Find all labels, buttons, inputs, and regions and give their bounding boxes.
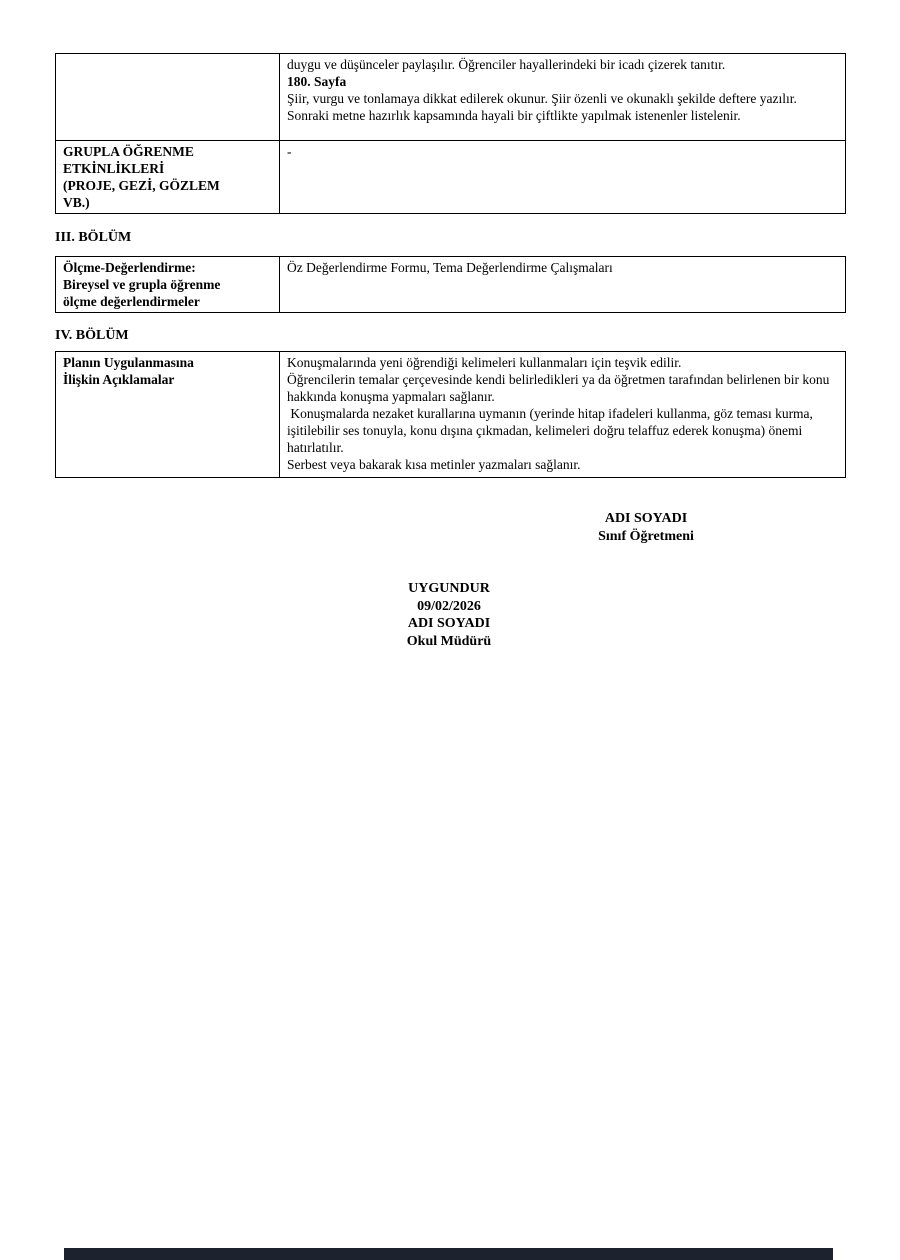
implementation-paragraph: Konuşmalarda nezaket kurallarına uymanın (yerinde hitap ifadeleri kullanma, göz teması kurma, işitilebilir ses tonuyla, konu dışına çıkmadan, kelimeleri doğru telaffuz ederek konuşma) önemi hatırlatılır. [287,406,817,455]
implementation-paragraph: Konuşmalarında yeni öğrendiği kelimeleri kullanmaları için teşvik edilir. [287,355,682,370]
principal-name: ADI SOYADI [407,616,491,631]
label-line: Ölçme-Değerlendirme: [63,260,196,275]
table-row [56,141,846,214]
bottom-dark-bar [64,1248,833,1260]
implementation-table [55,351,846,478]
activities-paragraph: duygu ve düşünceler paylaşılır. Öğrenciler hayallerindeki bir icadı çizerek tanıtır. [287,57,726,72]
table-row [56,352,846,478]
label-line: (PROJE, GEZİ, GÖZLEM [63,178,220,193]
assessment-value: Öz Değerlendirme Formu, Tema Değerlendirme Çalışmaları [287,260,613,275]
section-four-heading: IV. BÖLÜM [55,328,129,343]
activities-paragraph: Şiir, vurgu ve tonlamaya dikkat edilerek okunur. Şiir özenli ve okunaklı şekilde deftere yazılır. Sonraki metne hazırlık kapsamında hayali bir çiftlikte yapılmak istenenler listelenir. [287,91,801,123]
implementation-paragraph: Öğrencilerin temalar çerçevesinde kendi belirledikleri ya da öğretmen tarafından belirlenen bir konu hakkında konuşma yapmaları sağlanır. [287,372,833,404]
approval-status: UYGUNDUR [408,581,490,596]
approval-signature-block [344,580,554,650]
teacher-name: ADI SOYADI [604,511,688,526]
group-learning-label-cell [56,141,280,214]
assessment-label-cell [56,257,280,313]
table-row [56,54,846,141]
page-reference: 180. Sayfa [287,74,347,89]
teacher-title: Sınıf Öğretmeni [598,528,694,544]
implementation-value-cell [280,352,846,478]
table-row [56,257,846,313]
activities-table [55,53,846,214]
activities-continuation-cell [280,54,846,141]
label-line: Bireysel ve grupla öğrenme [63,277,221,292]
label-line: GRUPLA ÖĞRENME [63,144,194,159]
label-line: ölçme değerlendirmeler [63,294,200,309]
principal-title: Okul Müdürü [406,633,492,649]
group-learning-value: - [287,144,292,159]
activities-empty-label-cell [56,54,280,141]
assessment-value-cell [280,257,846,313]
group-learning-value-cell [280,141,846,214]
assessment-table [55,256,846,313]
label-line: Planın Uygulanmasına [63,355,194,370]
label-line: ETKİNLİKLERİ [63,161,165,176]
implementation-paragraph: Serbest veya bakarak kısa metinler yazmaları sağlanır. [287,457,581,472]
approval-date: 09/02/2026 [417,598,481,614]
implementation-label-cell [56,352,280,478]
teacher-signature-block [541,510,751,545]
section-three-heading: III. BÖLÜM [55,230,132,245]
label-line: VB.) [63,195,90,210]
label-line: İlişkin Açıklamalar [63,372,175,387]
